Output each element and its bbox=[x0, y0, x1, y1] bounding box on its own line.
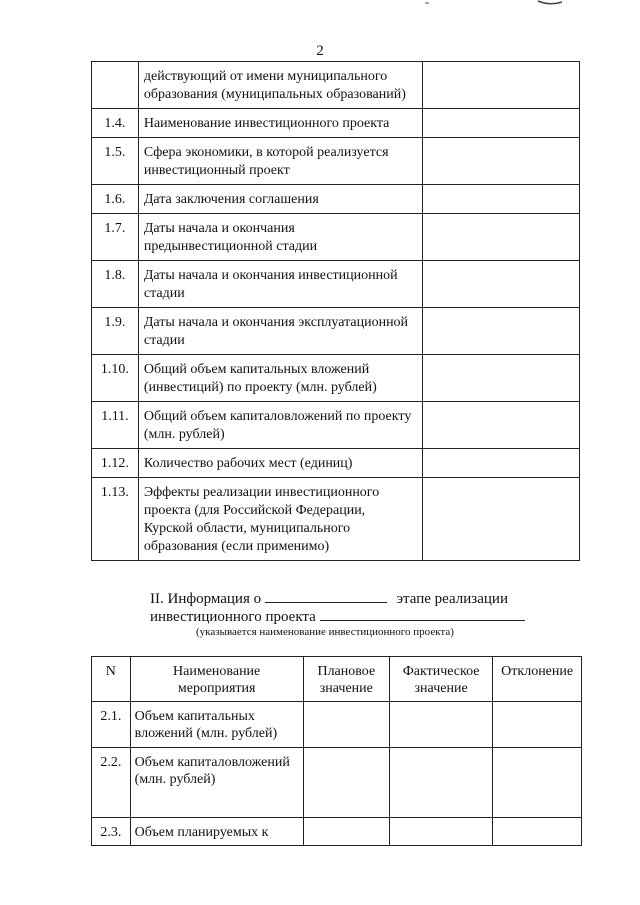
row-number: 1.8. bbox=[92, 261, 139, 308]
row-number: 1.4. bbox=[92, 109, 139, 138]
row-event-name: Объем капиталовложений (млн. рублей) bbox=[130, 748, 303, 818]
header-deviation: Отклонение bbox=[493, 657, 582, 702]
row-number: 1.9. bbox=[92, 308, 139, 355]
row-number: 1.12. bbox=[92, 449, 139, 478]
row-value-cell[interactable] bbox=[423, 138, 580, 185]
row-description: Наименование инвестиционного проекта bbox=[138, 109, 423, 138]
row-number: 2.3. bbox=[92, 818, 131, 846]
planned-value-cell[interactable] bbox=[303, 818, 389, 846]
row-value-cell[interactable] bbox=[423, 449, 580, 478]
table-row bbox=[92, 185, 580, 214]
row-number: 1.7. bbox=[92, 214, 139, 261]
section-2-project-label: инвестиционного проекта bbox=[150, 609, 316, 625]
header-actual-value: Фактическое значение bbox=[389, 657, 492, 702]
deviation-cell[interactable] bbox=[493, 702, 582, 748]
table-row bbox=[92, 478, 580, 561]
deviation-cell[interactable] bbox=[493, 818, 582, 846]
row-value-cell[interactable] bbox=[423, 185, 580, 214]
row-description: Количество рабочих мест (единиц) bbox=[138, 449, 423, 478]
row-description: Сфера экономики, в которой реализуется инвестиционный проект bbox=[138, 138, 423, 185]
row-value-cell[interactable] bbox=[423, 355, 580, 402]
table-row bbox=[92, 449, 580, 478]
row-description: Даты начала и окончания предынвестиционной стадии bbox=[138, 214, 423, 261]
row-description: Даты начала и окончания эксплуатационной стадии bbox=[138, 308, 423, 355]
table-row bbox=[92, 62, 580, 109]
table-row bbox=[92, 214, 580, 261]
table-row bbox=[92, 138, 580, 185]
project-name-hint: (указывается наименование инвестиционного проекта) bbox=[196, 626, 454, 638]
page-number: 2 bbox=[316, 43, 324, 59]
planned-value-cell[interactable] bbox=[303, 748, 389, 818]
table-row bbox=[92, 355, 580, 402]
row-description: Даты начала и окончания инвестиционной стадии bbox=[138, 261, 423, 308]
header-n: N bbox=[92, 657, 131, 702]
row-value-cell[interactable] bbox=[423, 109, 580, 138]
row-value-cell[interactable] bbox=[423, 62, 580, 109]
section-2-heading-line1 bbox=[150, 589, 640, 608]
table-header-row bbox=[92, 657, 582, 702]
row-value-cell[interactable] bbox=[423, 261, 580, 308]
actual-value-cell[interactable] bbox=[389, 702, 492, 748]
row-number: 1.5. bbox=[92, 138, 139, 185]
row-description: Общий объем капитальных вложений (инвестиций) по проекту (млн. рублей) bbox=[138, 355, 423, 402]
investment-project-info-table bbox=[91, 61, 580, 561]
header-event-name: Наименование мероприятия bbox=[130, 657, 303, 702]
row-description: действующий от имени муниципального образования (муниципальных образований) bbox=[138, 62, 423, 109]
row-number: 1.13. bbox=[92, 478, 139, 561]
table-row bbox=[92, 261, 580, 308]
actual-value-cell[interactable] bbox=[389, 818, 492, 846]
row-value-cell[interactable] bbox=[423, 214, 580, 261]
table-row bbox=[92, 109, 580, 138]
scan-marks bbox=[420, 0, 580, 8]
row-number: 2.1. bbox=[92, 702, 131, 748]
table-row bbox=[92, 402, 580, 449]
stage-blank-field[interactable] bbox=[265, 589, 387, 603]
row-event-name: Объем планируемых к bbox=[130, 818, 303, 846]
planned-value-cell[interactable] bbox=[303, 702, 389, 748]
row-description: Эффекты реализации инвестиционного проекта (для Российской Федерации, Курской области, муниципального образования (если применимо) bbox=[138, 478, 423, 561]
row-number: 1.6. bbox=[92, 185, 139, 214]
section-2-label-cont: этапе реализации bbox=[396, 591, 508, 607]
row-value-cell[interactable] bbox=[423, 308, 580, 355]
table-row bbox=[92, 818, 582, 846]
row-number: 2.2. bbox=[92, 748, 131, 818]
table-row bbox=[92, 308, 580, 355]
row-number: 1.10. bbox=[92, 355, 139, 402]
stage-indicators-table bbox=[91, 656, 582, 846]
row-number bbox=[92, 62, 139, 109]
row-value-cell[interactable] bbox=[423, 478, 580, 561]
section-2-label: II. Информация о bbox=[150, 591, 262, 607]
project-name-blank-field[interactable] bbox=[320, 607, 525, 621]
row-description: Дата заключения соглашения bbox=[138, 185, 423, 214]
header-planned-value: Плановое значение bbox=[303, 657, 389, 702]
row-number: 1.11. bbox=[92, 402, 139, 449]
table-row bbox=[92, 748, 582, 818]
row-value-cell[interactable] bbox=[423, 402, 580, 449]
deviation-cell[interactable] bbox=[493, 748, 582, 818]
table-row bbox=[92, 702, 582, 748]
actual-value-cell[interactable] bbox=[389, 748, 492, 818]
section-2-heading-line2 bbox=[150, 607, 640, 626]
row-event-name: Объем капитальных вложений (млн. рублей) bbox=[130, 702, 303, 748]
row-description: Общий объем капиталовложений по проекту (млн. рублей) bbox=[138, 402, 423, 449]
